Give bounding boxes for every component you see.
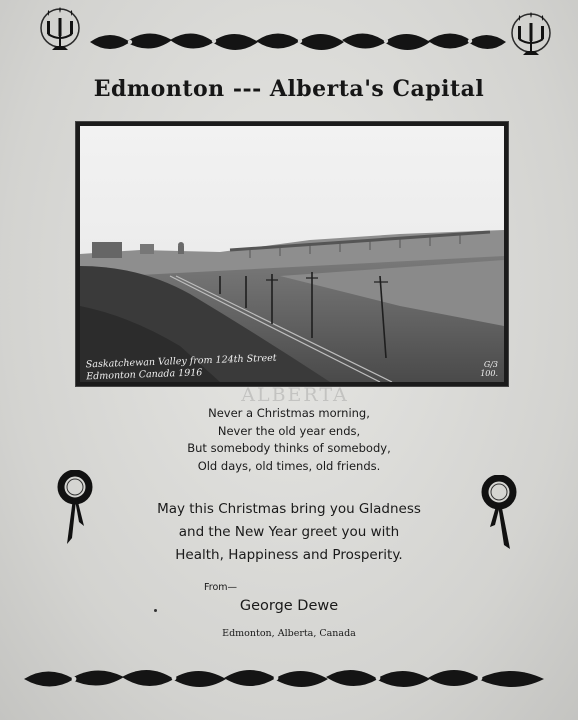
greeting-line: and the New Year greet you with [178,524,400,540]
card-title: Edmonton --- Alberta's Capital [93,76,485,102]
archive-watermark: ALBERTA [241,384,349,406]
landscape-photo [80,126,504,382]
candelabra-icon [38,4,82,54]
greeting-line: May this Christmas bring you Gladness [157,501,421,517]
greeting-line: Health, Happiness and Prosperity. [175,547,403,563]
holly-garland-top [90,26,506,58]
negative-line: G/3 [483,360,498,369]
valley-photograph [75,121,509,387]
sender-address: Edmonton, Alberta, Canada [222,628,356,639]
caption-line: Edmonton Canada 1916 [86,367,203,383]
caption-line: Saskatchewan Valley from 124th Street [85,352,277,371]
from-label: From— [204,582,238,593]
poem-line: Never a Christmas morning, [208,406,370,420]
negative-line: 100. [480,369,498,378]
poem-line: Never the old year ends, [217,423,361,438]
greeting [0,498,578,567]
candelabra-icon [509,9,553,59]
poem-line: Old days, old times, old friends. [197,458,381,473]
poem [0,405,578,475]
poem-line: But somebody thinks of somebody, [187,441,391,455]
holly-garland-bottom [24,662,544,696]
sender-name: George Dewe [239,598,339,614]
negative-number [480,360,498,378]
